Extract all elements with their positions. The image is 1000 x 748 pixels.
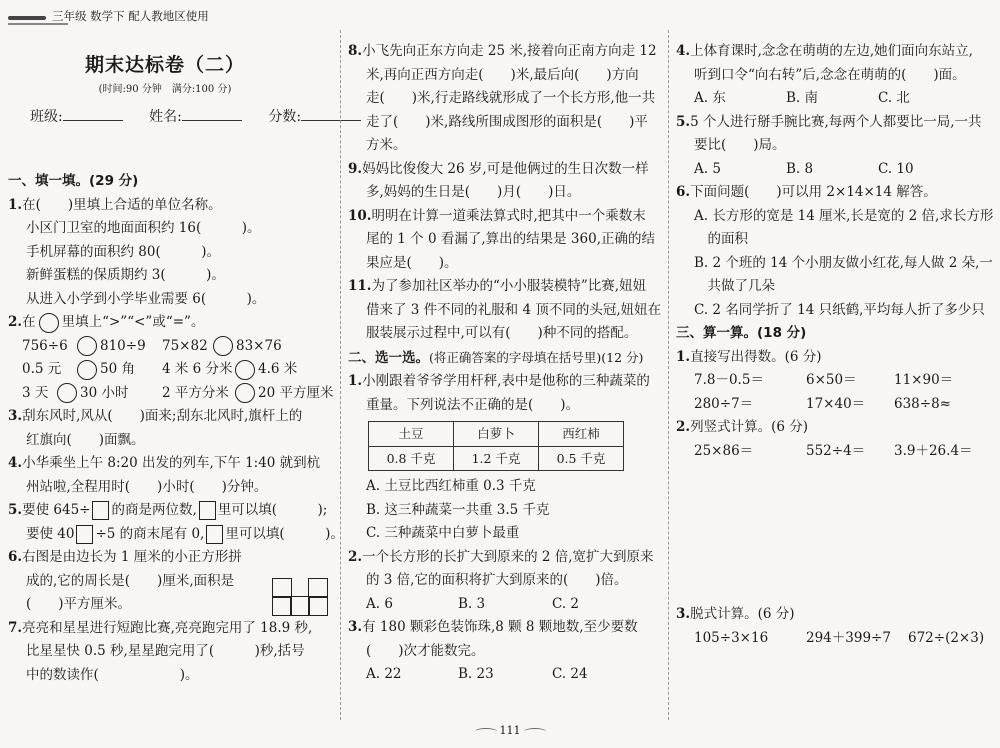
question-text: 成的,它的周长是( )厘米,面积是 bbox=[26, 572, 235, 589]
question-text: 听到口令“向右转”后,念念在萌萌的( )面。 bbox=[694, 66, 966, 83]
question-number: 3. bbox=[676, 606, 691, 622]
expr: 20 平方厘米 bbox=[258, 384, 334, 401]
choice-4 bbox=[676, 40, 994, 111]
question-text: 里可以填( ); bbox=[217, 502, 328, 518]
question-number: 8. bbox=[348, 43, 363, 59]
class-field[interactable] bbox=[63, 120, 123, 121]
option[interactable]: B. 23 bbox=[458, 666, 494, 682]
column-divider bbox=[340, 30, 341, 720]
question-text: 亮亮和星星进行短跑比赛,亮亮跑完用了 18.9 秒, bbox=[22, 619, 313, 636]
question-11 bbox=[348, 275, 666, 346]
page-title: 期末达标卷（二） bbox=[84, 54, 245, 76]
work-space[interactable] bbox=[676, 463, 994, 603]
question-number: 1. bbox=[348, 373, 363, 389]
calc-3 bbox=[676, 603, 994, 650]
question-text: 的 3 倍,它的面积将扩大到原来的( )倍。 bbox=[366, 572, 628, 588]
question-number: 10. bbox=[348, 207, 372, 224]
question-text: 刮东风时,风从( )面来;刮东北风时,旗杆上的 bbox=[22, 408, 303, 424]
expr: 25×86＝ bbox=[694, 442, 754, 459]
option[interactable]: C. 2 名同学折了 14 只纸鹤,平均每人折了多少只 bbox=[694, 301, 985, 318]
answer-box[interactable] bbox=[92, 501, 109, 520]
question-10 bbox=[348, 205, 666, 276]
question-text: 小飞先向正东方向走 25 米,接着向正南方向走 12 bbox=[362, 43, 657, 59]
question-text: 直接写出得数。(6 分) bbox=[690, 348, 822, 365]
section-2-heading bbox=[348, 346, 666, 371]
answer-box[interactable] bbox=[199, 501, 216, 520]
question-text: 小华乘坐上午 8:20 出发的列车,下午 1:40 就到杭 bbox=[22, 455, 321, 471]
question-text: 中的数读作( )。 bbox=[26, 666, 199, 683]
expr: 17×40＝ bbox=[806, 395, 866, 412]
question-4 bbox=[8, 452, 330, 499]
answer-circle[interactable] bbox=[77, 360, 97, 380]
line: 手机屏幕的面积约 80( )。 bbox=[26, 243, 221, 260]
table-cell: 0.8 千克 bbox=[369, 446, 454, 471]
table-cell: 1.2 千克 bbox=[454, 446, 539, 471]
question-text: 要使 645÷ bbox=[22, 502, 91, 518]
section-note: (将正确答案的字母填在括号里)(12 分) bbox=[429, 349, 644, 365]
calc-2 bbox=[676, 416, 994, 603]
expr: 280÷7＝ bbox=[694, 395, 754, 412]
vegetable-weight-table bbox=[368, 421, 624, 471]
question-text: 里填上“>”“<”或“=”。 bbox=[61, 314, 205, 330]
question-text: 服装展示过程中,可以有( )种不同的搭配。 bbox=[366, 325, 638, 341]
question-3 bbox=[8, 405, 330, 452]
question-text: 的商是两位数, bbox=[111, 502, 197, 518]
expr: 7.8－0.5＝ bbox=[694, 372, 764, 388]
expr: 30 小时 bbox=[80, 384, 129, 401]
question-text: 妈妈比俊俊大 26 岁,可是他俩过的生日次数一样 bbox=[362, 160, 649, 177]
calc-1 bbox=[676, 346, 994, 417]
question-text: 在 bbox=[22, 314, 36, 330]
book-header-text: 三年级 数学下 配人教地区使用 bbox=[52, 9, 209, 23]
question-8 bbox=[348, 40, 666, 158]
question-text: 果应是( )。 bbox=[366, 254, 458, 271]
answer-circle[interactable] bbox=[77, 336, 97, 356]
score-label: 分数: bbox=[268, 109, 302, 125]
question-number: 3. bbox=[348, 619, 363, 635]
option[interactable]: A. 22 bbox=[366, 666, 402, 682]
answer-circle[interactable] bbox=[235, 360, 255, 380]
option[interactable]: A. 6 bbox=[366, 595, 393, 612]
line: 从进入小学到小学毕业需要 6( )。 bbox=[26, 290, 266, 307]
expr: 6×50＝ bbox=[806, 372, 857, 388]
question-text: 小刚跟着爷爷学用杆秤,表中是他称的三种蔬菜的 bbox=[362, 373, 650, 389]
question-number: 2. bbox=[8, 314, 23, 330]
question-text: 下面问题( )可以用 2×14×14 解答。 bbox=[690, 184, 937, 200]
compare-row bbox=[8, 358, 330, 382]
expr: 4 米 6 分米 bbox=[162, 361, 233, 377]
expr: 83×76 bbox=[236, 337, 282, 354]
question-number: 2. bbox=[676, 419, 691, 435]
question-text: 方米。 bbox=[366, 137, 407, 153]
question-number: 6. bbox=[676, 184, 691, 200]
section-3-heading: 三、算一算。(18 分) bbox=[676, 325, 807, 341]
name-field[interactable] bbox=[182, 120, 242, 121]
expr: 810÷9 bbox=[100, 337, 146, 354]
question-number: 4. bbox=[8, 455, 23, 471]
ornament-icon bbox=[524, 728, 546, 735]
option[interactable]: C. 三种蔬菜中白萝卜最重 bbox=[366, 525, 520, 541]
question-number: 1. bbox=[8, 196, 23, 213]
question-text: 有 180 颗彩色装饰珠,8 颗 8 颗地数,至少要数 bbox=[362, 619, 638, 635]
question-text: 右图是由边长为 1 厘米的小正方形拼 bbox=[22, 549, 242, 565]
expr: 638÷8≈ bbox=[894, 395, 951, 412]
table-header-cell: 土豆 bbox=[369, 422, 454, 447]
column-3 bbox=[676, 40, 994, 650]
option[interactable]: C. 北 bbox=[878, 90, 910, 106]
question-text: 州站啦,全程用时( )小时( )分钟。 bbox=[26, 478, 268, 495]
question-text: 上体育课时,念念在萌萌的左边,她们面向东站立, bbox=[690, 43, 973, 59]
question-text: 里可以填( )。 bbox=[225, 525, 344, 542]
question-text: 要比( )局。 bbox=[694, 137, 786, 153]
expr: 756÷6 bbox=[22, 337, 68, 354]
name-label: 姓名: bbox=[149, 109, 182, 125]
question-number: 9. bbox=[348, 160, 363, 177]
expr: 4.6 米 bbox=[258, 361, 298, 377]
ornament-icon bbox=[475, 728, 497, 735]
exam-subtitle: (时间:90 分钟 满分:100 分) bbox=[98, 84, 232, 95]
choice-1 bbox=[348, 370, 666, 546]
question-text: 走了( )米,路线所围成图形的面积是( )平 bbox=[366, 113, 648, 130]
question-text: ÷5 的商末尾有 0, bbox=[95, 525, 205, 542]
question-7 bbox=[8, 617, 330, 688]
expr: 3 天 bbox=[22, 384, 49, 401]
answer-box[interactable] bbox=[76, 525, 93, 544]
question-text: 一个长方形的长扩大到原来的 2 倍,宽扩大到原来 bbox=[362, 548, 654, 565]
question-text: 为了参加社区举办的“小小服装模特”比赛,妞妞 bbox=[371, 278, 647, 294]
question-text: 在( )里填上合适的单位名称。 bbox=[22, 196, 222, 213]
table-header-cell: 白萝卜 bbox=[454, 422, 539, 447]
question-1 bbox=[8, 194, 330, 312]
question-text: ( )平方厘米。 bbox=[26, 596, 132, 612]
option[interactable]: B. 这三种蔬菜一共重 3.5 千克 bbox=[366, 501, 550, 518]
question-number: 3. bbox=[8, 408, 23, 424]
question-text: 要使 40 bbox=[26, 525, 75, 542]
answer-circle[interactable] bbox=[57, 383, 77, 403]
option[interactable]: A. 土豆比西红柿重 0.3 千克 bbox=[366, 478, 536, 494]
question-text: 脱式计算。(6 分) bbox=[690, 606, 795, 622]
expr: 294＋399÷7 bbox=[806, 629, 891, 646]
page-number bbox=[470, 724, 550, 737]
expr: 105÷3×16 bbox=[694, 629, 769, 646]
option[interactable]: B. 南 bbox=[786, 90, 819, 106]
class-label: 班级: bbox=[30, 109, 63, 125]
expr: 672÷(2×3) bbox=[908, 629, 985, 646]
question-9 bbox=[348, 158, 666, 205]
choice-6 bbox=[676, 181, 994, 322]
question-text: 列竖式计算。(6 分) bbox=[690, 419, 809, 435]
question-number: 4. bbox=[676, 43, 691, 59]
expr: 11×90＝ bbox=[894, 372, 954, 388]
question-text: 红旗向( )面飘。 bbox=[26, 431, 145, 448]
expr: 3.9＋26.4＝ bbox=[894, 442, 973, 459]
option[interactable]: A. 5 bbox=[694, 160, 721, 177]
compare-circle-icon bbox=[39, 313, 59, 333]
line: 小区门卫室的地面面积约 16( )。 bbox=[26, 220, 261, 236]
square-grid-figure bbox=[272, 578, 326, 614]
student-info bbox=[30, 106, 330, 126]
compare-row bbox=[8, 382, 334, 406]
question-number: 5. bbox=[8, 502, 23, 518]
answer-circle[interactable] bbox=[235, 383, 255, 403]
question-number: 2. bbox=[348, 548, 363, 565]
question-text: 尾的 1 个 0 看漏了,算出的结果是 360,正确的结 bbox=[366, 231, 655, 247]
question-2 bbox=[8, 311, 334, 405]
section-title: 二、选一选。 bbox=[348, 349, 429, 366]
answer-box[interactable] bbox=[206, 525, 223, 544]
expr: 50 角 bbox=[100, 361, 135, 377]
table-header-cell: 西红柿 bbox=[539, 422, 624, 447]
option[interactable]: B. 3 bbox=[458, 595, 486, 612]
question-text: 比星星快 0.5 秒,星星跑完用了( )秒,括号 bbox=[26, 643, 305, 659]
answer-circle[interactable] bbox=[213, 336, 233, 356]
option[interactable]: A. 长方形的宽是 14 厘米,长是宽的 2 倍,求长方形 bbox=[694, 207, 994, 224]
compare-row bbox=[8, 335, 330, 359]
page-number-text: 111 bbox=[499, 724, 521, 737]
expr: 75×82 bbox=[162, 337, 208, 354]
column-divider bbox=[668, 30, 669, 720]
header-bar-decoration bbox=[8, 16, 46, 20]
option[interactable]: B. 8 bbox=[786, 160, 814, 177]
choice-3 bbox=[348, 616, 666, 687]
question-number: 1. bbox=[676, 348, 691, 365]
section-1-heading: 一、填一填。(29 分) bbox=[8, 173, 139, 189]
option-continued: 共做了几朵 bbox=[694, 278, 775, 294]
choice-2 bbox=[348, 546, 666, 617]
question-number: 6. bbox=[8, 549, 23, 565]
option-continued: 的面积 bbox=[694, 231, 748, 247]
book-header bbox=[8, 6, 233, 28]
question-5 bbox=[8, 499, 344, 546]
option[interactable]: B. 2 个班的 14 个小朋友做小红花,每人做 2 朵,一 bbox=[694, 254, 993, 271]
question-number: 11. bbox=[348, 278, 372, 294]
question-text: 多,妈妈的生日是( )月( )日。 bbox=[366, 184, 581, 200]
line: 新鲜蛋糕的保质期约 3( )。 bbox=[26, 267, 225, 283]
choice-5 bbox=[676, 111, 994, 182]
question-text: 借来了 3 件不同的礼服和 4 顶不同的头冠,妞妞在 bbox=[366, 301, 662, 318]
question-text: 明明在计算一道乘法算式时,把其中一个乘数末 bbox=[371, 207, 646, 224]
question-number: 7. bbox=[8, 619, 23, 636]
question-number: 5. bbox=[676, 113, 691, 130]
question-text: 5 个人进行掰手腕比赛,每两个人都要比一局,一共 bbox=[690, 113, 982, 130]
question-text: 米,再向正西方向走( )米,最后向( )方向 bbox=[366, 66, 639, 83]
option[interactable]: C. 24 bbox=[552, 666, 588, 682]
question-text: 重量。下列说法不正确的是( )。 bbox=[366, 396, 580, 413]
column-2 bbox=[348, 40, 666, 687]
question-text: ( )次才能数完。 bbox=[366, 642, 485, 659]
option[interactable]: C. 10 bbox=[878, 160, 914, 177]
table-cell: 0.5 千克 bbox=[539, 446, 624, 471]
option[interactable]: A. 东 bbox=[694, 90, 726, 106]
expr: 0.5 元 bbox=[22, 361, 62, 377]
expr: 552÷4＝ bbox=[806, 442, 866, 459]
option[interactable]: C. 2 bbox=[552, 595, 580, 612]
question-text: 走( )米,行走路线就形成了一个长方形,他一共 bbox=[366, 90, 656, 106]
expr: 2 平方分米 bbox=[162, 384, 229, 401]
